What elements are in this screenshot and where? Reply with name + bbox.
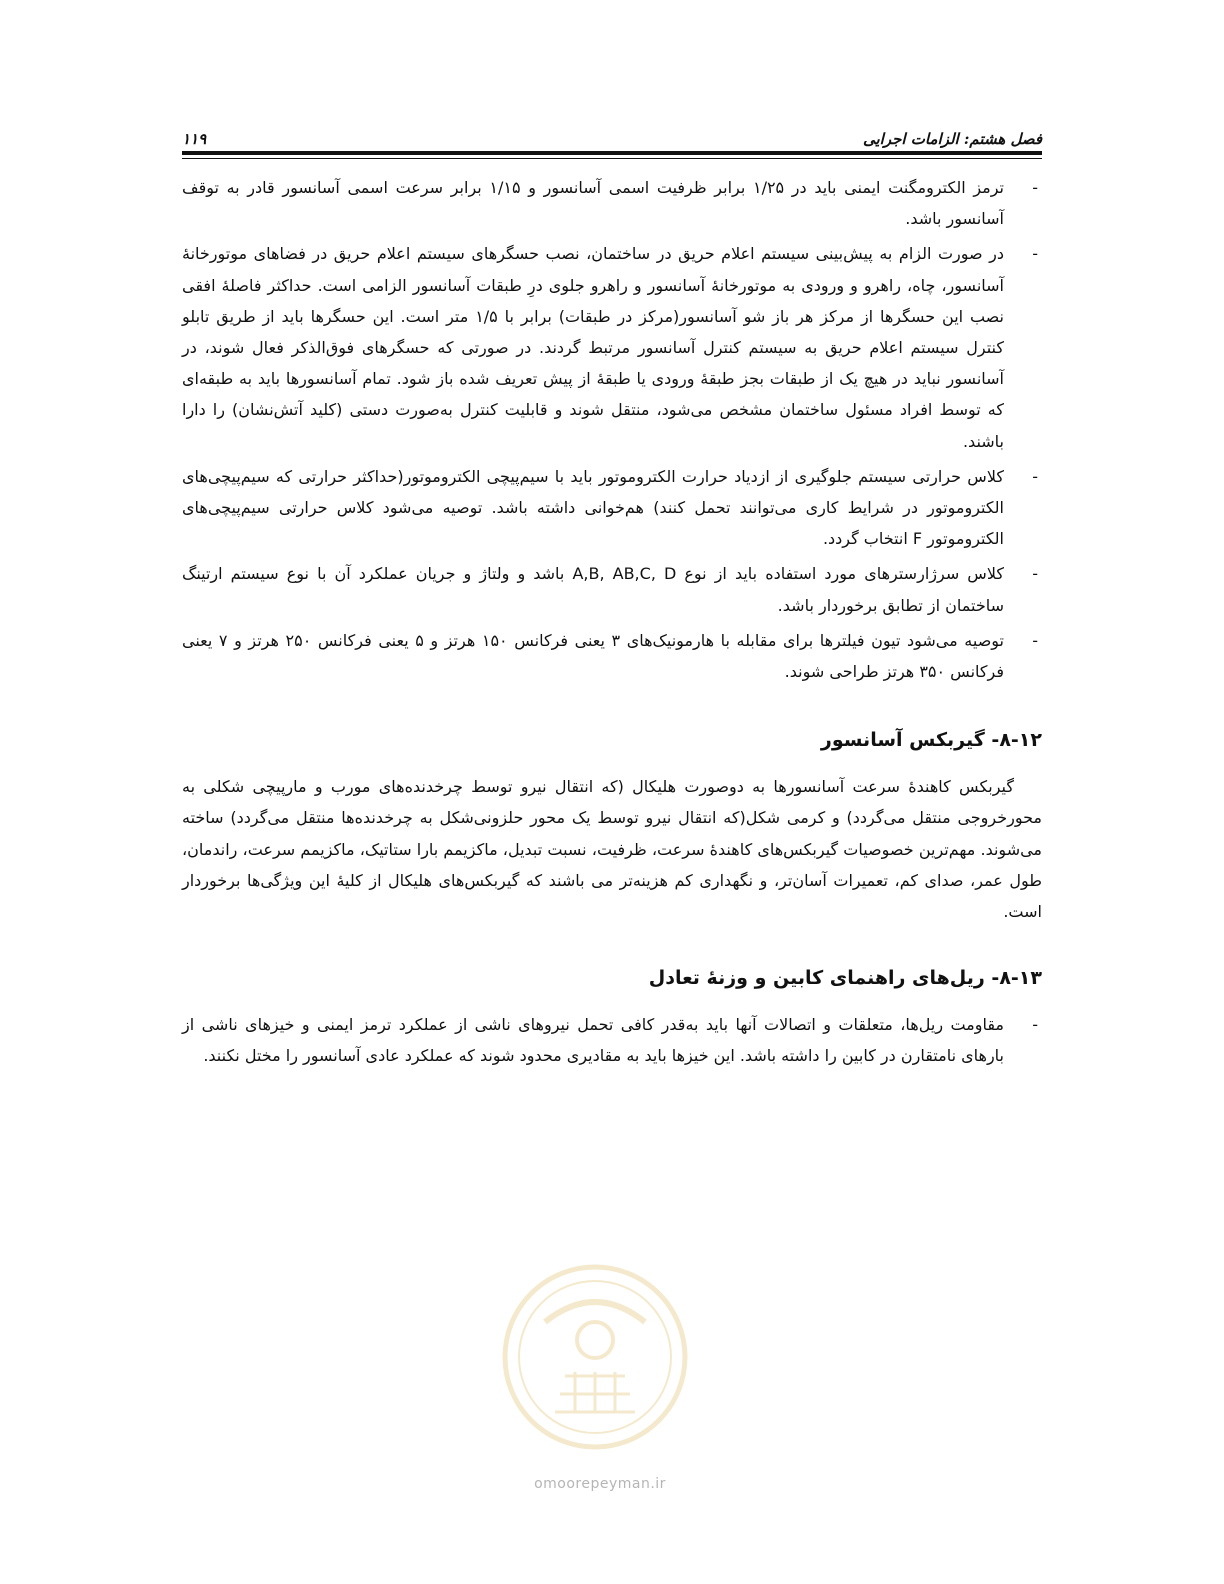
gearbox-paragraph: گیربکس کاهندهٔ سرعت آسانسورها به دوصورت هلیکال (که انتقال نیرو توسط چرخدنده‌های مورب و مارپیچی شکلی به محورخروجی منتقل می‌گردد) و کرمی شکل(که انتقال نیرو توسط یک محور حلزونی‌شکل به چرخدنده‌ها منتقل می‌گردد) ساخته می‌شوند. مهم‌ترین خصوصیات گیربکس‌های کاهندهٔ سرعت، ظرفیت، نسبت تبدیل، ماکزیمم بارا ستاتیک، ماکزیمم سرعت، راندمان، طول عمر، صدای کم، تعمیرات آسان‌تر، و نگهداری کم هزینه‌تر می باشند که گیربکس‌های هلیکال از کلیهٔ این ویژگی‌ها برخوردار است.	[182, 777, 1042, 922]
watermark-url: omoorepeyman.ir	[534, 1476, 666, 1492]
list-item: - ترمز الکترومگنت ایمنی باید در ۱/۲۵ برابر ظرفیت اسمی آسانسور و ۱/۱۵ برابر سرعت اسمی آسانسور قادر به توقف آسانسور باشد.	[182, 178, 1038, 229]
list-item: - کلاس سرژارسترهای مورد استفاده باید از نوع A,B, AB,C, D باشد و ولتاژ و جریان عملکرد آن با نوع سیستم ارتینگ ساختمان از تطابق برخوردار باشد.	[182, 564, 1038, 615]
list-item: - توصیه می‌شود تیون فیلترها برای مقابله با هارمونیک‌های ۳ یعنی فرکانس ۱۵۰ هرتز و ۵ یعنی فرکانس ۲۵۰ هرتز و ۷ یعنی فرکانس ۳۵۰ هرتز طراحی شوند.	[182, 630, 1038, 682]
header-rule-thin	[182, 158, 1042, 159]
list-item-text: ترمز الکترومگنت ایمنی باید در ۱/۲۵ برابر ظرفیت اسمی آسانسور و ۱/۱۵ برابر سرعت اسمی آسانسور قادر به توقف آسانسور باشد.	[182, 178, 1004, 229]
list-item-text: توصیه می‌شود تیون فیلترها برای مقابله با هارمونیک‌های ۳ یعنی فرکانس ۱۵۰ هرتز و ۵ یعنی فرکانس ۲۵۰ هرتز و ۷ یعنی فرکانس ۳۵۰ هرتز طراحی شوند.	[182, 630, 1005, 682]
watermark-seal-icon	[500, 1262, 690, 1452]
list-item-text: کلاس سرژارسترهای مورد استفاده باید از نوع A,B, AB,C, D باشد و ولتاژ و جریان عملکرد آن با نوع سیستم ارتینگ ساختمان از تطابق برخوردار باشد.	[182, 564, 1004, 615]
section-heading-gearbox: ۸-۱۲- گیربکس آسانسور	[820, 729, 1042, 752]
page-content	[182, 172, 1042, 1076]
chapter-title: فصل هشتم: الزامات اجرایی	[862, 130, 1042, 148]
page-header	[182, 118, 1042, 148]
guide-rails-list	[182, 1009, 1042, 1071]
list-item: - کلاس حرارتی سیستم جلوگیری از ازدیاد حرارت الکتروموتور باید با سیم‌پیچی الکتروموتور(حداکثر حرارتی که سیم‌پیچی‌های الکتروموتور در شرایط کاری می‌توانند تحمل کنند) هم‌خوانی داشته باشد. توصیه می‌شود کلاس حرارتی سیم‌پیچی‌های الکتروموتور F انتخاب گردد.	[182, 466, 1038, 549]
page-number: ۱۱۹	[182, 130, 207, 148]
header-rule-thick	[182, 151, 1042, 155]
list-item-text: در صورت الزام به پیش‌بینی سیستم اعلام حریق در ساختمان، نصب حسگرهای سیستم اعلام حریق در فضاهای موتورخانهٔ آسانسور، چاه، راهرو و ورودی به موتورخانهٔ آسانسور و راهرو جلوی درِ طبقات آسانسور الزامی است. حداکثر فاصلهٔ افقی نصب این حسگرها از مرکز هر باز شو آسانسور(مرکز در طبقات) برابر با ۱/۵ متر است. این حسگرها باید از طریق تابلو کنترل سیستم اعلام حریق به سیستم کنترل آسانسور مرتبط گردند. در صورتی که حسگرهای فوق‌الذکر فعال شوند، در آسانسور نباید در هیچ یک از طبقات بجز طبقهٔ ورودی یا طبقهٔ از پیش تعریف شده باز شود. تمام آسانسورها باید به طبقه‌ای که توسط افراد مسئول ساختمان مشخص می‌شود، منتقل شوند و قابلیت کنترل به‌صورت دستی (کلید آتش‌نشان) را دارا باشند.	[182, 244, 1005, 451]
list-item: - در صورت الزام به پیش‌بینی سیستم اعلام حریق در ساختمان، نصب حسگرهای سیستم اعلام حریق در فضاهای موتورخانهٔ آسانسور، چاه، راهرو و ورودی به موتورخانهٔ آسانسور و راهرو جلوی درِ طبقات آسانسور الزامی است. حداکثر فاصلهٔ افقی نصب این حسگرها از مرکز هر باز شو آسانسور(مرکز در طبقات) برابر با ۱/۵ متر است. این حسگرها باید از طریق تابلو کنترل سیستم اعلام حریق به سیستم کنترل آسانسور مرتبط گردند. در صورتی که حسگرهای فوق‌الذکر فعال شوند، در آسانسور نباید در هیچ یک از طبقات بجز طبقهٔ ورودی یا طبقهٔ از پیش تعریف شده باز شود. تمام آسانسورها باید به طبقه‌ای که توسط افراد مسئول ساختمان مشخص می‌شود، منتقل شوند و قابلیت کنترل به‌صورت دستی (کلید آتش‌نشان) را دارا باشند.	[182, 244, 1038, 451]
section-heading-guide-rails: ۸-۱۳- ریل‌های راهنمای کابین و وزنهٔ تعادل	[648, 967, 1042, 990]
list-item-text: کلاس حرارتی سیستم جلوگیری از ازدیاد حرارت الکتروموتور باید با سیم‌پیچی الکتروموتور(حداکثر حرارتی که سیم‌پیچی‌های الکتروموتور در شرایط کاری می‌توانند تحمل کنند) هم‌خوانی داشته باشد. توصیه می‌شود کلاس حرارتی سیم‌پیچی‌های الکتروموتور F انتخاب گردد.	[182, 466, 1004, 549]
list-item-text: مقاومت ریل‌ها، متعلقات و اتصالات آنها باید به‌قدر کافی تحمل نیروهای ناشی از عملکرد ترمز ایمنی و خیزهای ناشی از بارهای نامتقارن در کابین را داشته باشد. این خیزها باید به مقادیری محدود شوند که عملکرد عادی آسانسور را مختل نکنند.	[182, 1015, 1004, 1066]
list-item: - مقاومت ریل‌ها، متعلقات و اتصالات آنها باید به‌قدر کافی تحمل نیروهای ناشی از عملکرد ترمز ایمنی و خیزهای ناشی از بارهای نامتقارن در کابین را داشته باشد. این خیزها باید به مقادیری محدود شوند که عملکرد عادی آسانسور را مختل نکنند.	[182, 1015, 1038, 1066]
requirements-list	[182, 172, 1042, 687]
